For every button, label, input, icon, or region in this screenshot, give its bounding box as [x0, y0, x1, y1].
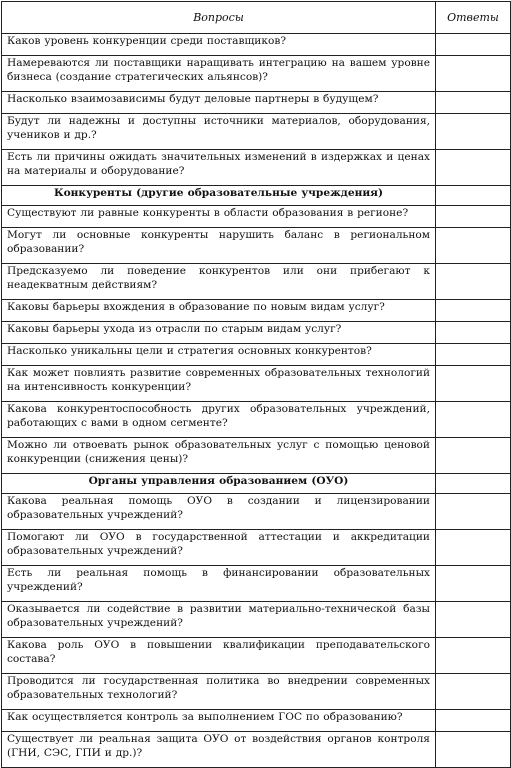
- answer-cell[interactable]: [436, 602, 511, 638]
- answer-cell[interactable]: [436, 732, 511, 768]
- table-row: [2, 732, 511, 768]
- answer-cell[interactable]: [436, 344, 511, 366]
- table-row: [2, 530, 511, 566]
- answer-cell[interactable]: [436, 638, 511, 674]
- answer-cell[interactable]: [436, 438, 511, 474]
- section-title: Органы управления образованием (ОУО): [2, 474, 436, 494]
- answer-cell[interactable]: [436, 150, 511, 186]
- question-cell: Как осуществляется контроль за выполнением ГОС по образованию?: [2, 710, 436, 732]
- question-cell: Будут ли надежны и доступны источники материалов, оборудования, учеников и др.?: [2, 114, 436, 150]
- question-cell: Насколько уникальны цели и стратегия основных конкурентов?: [2, 344, 436, 366]
- answer-cell: [436, 186, 511, 206]
- question-cell: Какова реальная помощь ОУО в создании и лицензировании образовательных учреждений?: [2, 494, 436, 530]
- section-title: Конкуренты (другие образовательные учреждения): [2, 186, 436, 206]
- question-cell: Существует ли реальная защита ОУО от воздействия органов контроля (ГНИ, СЭС, ГПИ и др.)?: [2, 732, 436, 768]
- questionnaire-table: [1, 1, 511, 768]
- question-cell: Как может повлиять развитие современных образовательных технологий на интенсивность конкуренции?: [2, 366, 436, 402]
- table-row: [2, 402, 511, 438]
- question-cell: Проводится ли государственная политика во внедрении современных образовательных технологий?: [2, 674, 436, 710]
- section-header-row: [2, 186, 511, 206]
- table-row: [2, 114, 511, 150]
- table-row: [2, 150, 511, 186]
- answer-cell[interactable]: [436, 300, 511, 322]
- answer-cell[interactable]: [436, 34, 511, 56]
- answer-cell[interactable]: [436, 114, 511, 150]
- header-questions: Вопросы: [2, 2, 436, 34]
- question-cell: Каков уровень конкуренции среди поставщиков?: [2, 34, 436, 56]
- table-row: [2, 322, 511, 344]
- question-cell: Намереваются ли поставщики наращивать интеграцию на вашем уровне бизнеса (создание стратегических альянсов)?: [2, 56, 436, 92]
- table-row: [2, 638, 511, 674]
- table-row: [2, 344, 511, 366]
- question-cell: Какова конкурентоспособность других образовательных учреждений, работающих с вами в одном сегменте?: [2, 402, 436, 438]
- question-cell: Есть ли реальная помощь в финансировании образовательных учреждений?: [2, 566, 436, 602]
- answer-cell[interactable]: [436, 56, 511, 92]
- answer-cell[interactable]: [436, 366, 511, 402]
- question-cell: Помогают ли ОУО в государственной аттестации и аккредитации образовательных учреждений?: [2, 530, 436, 566]
- section-header-row: [2, 474, 511, 494]
- question-cell: Можно ли отвоевать рынок образовательных услуг с помощью ценовой конкуренции (снижения цены)?: [2, 438, 436, 474]
- question-cell: Насколько взаимозависимы будут деловые партнеры в будущем?: [2, 92, 436, 114]
- answer-cell[interactable]: [436, 402, 511, 438]
- answer-cell[interactable]: [436, 566, 511, 602]
- table-row: [2, 34, 511, 56]
- table-row: [2, 366, 511, 402]
- table-header-row: [2, 2, 511, 34]
- answer-cell[interactable]: [436, 494, 511, 530]
- answer-cell[interactable]: [436, 322, 511, 344]
- answer-cell: [436, 474, 511, 494]
- answer-cell[interactable]: [436, 264, 511, 300]
- table-row: [2, 92, 511, 114]
- table-row: [2, 300, 511, 322]
- table-row: [2, 710, 511, 732]
- question-cell: Существуют ли равные конкуренты в области образования в регионе?: [2, 206, 436, 228]
- table-row: [2, 566, 511, 602]
- answer-cell[interactable]: [436, 92, 511, 114]
- table-row: [2, 56, 511, 92]
- question-cell: Могут ли основные конкуренты нарушить баланс в региональном образовании?: [2, 228, 436, 264]
- table-row: [2, 602, 511, 638]
- table-row: [2, 494, 511, 530]
- question-cell: Каковы барьеры вхождения в образование по новым видам услуг?: [2, 300, 436, 322]
- answer-cell[interactable]: [436, 674, 511, 710]
- table-row: [2, 674, 511, 710]
- question-cell: Какова роль ОУО в повышении квалификации преподавательского состава?: [2, 638, 436, 674]
- answer-cell[interactable]: [436, 206, 511, 228]
- table-row: [2, 206, 511, 228]
- table-row: [2, 438, 511, 474]
- question-cell: Оказывается ли содействие в развитии материально-технической базы образовательных учреждений?: [2, 602, 436, 638]
- answer-cell[interactable]: [436, 228, 511, 264]
- table-row: [2, 264, 511, 300]
- question-cell: Каковы барьеры ухода из отрасли по старым видам услуг?: [2, 322, 436, 344]
- table-row: [2, 228, 511, 264]
- answer-cell[interactable]: [436, 530, 511, 566]
- answer-cell[interactable]: [436, 710, 511, 732]
- question-cell: Есть ли причины ожидать значительных изменений в издержках и ценах на материалы и оборудование?: [2, 150, 436, 186]
- question-cell: Предсказуемо ли поведение конкурентов или они прибегают к неадекватным действиям?: [2, 264, 436, 300]
- header-answers: Ответы: [436, 2, 511, 34]
